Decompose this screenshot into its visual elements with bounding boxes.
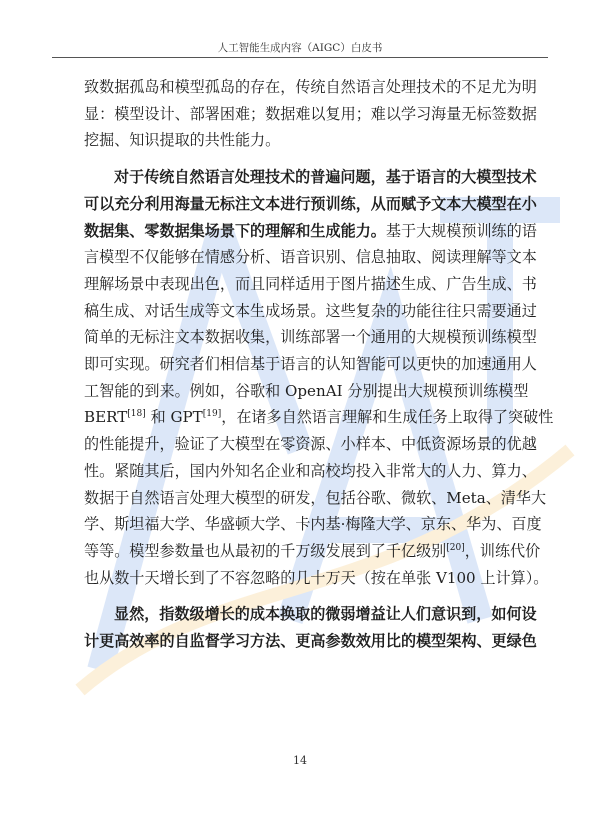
header-divider xyxy=(52,57,548,58)
text-line: 显：模型设计、部署困难；数据难以复用；难以学习海量无标签数据 xyxy=(84,104,537,123)
paragraph-1 xyxy=(84,74,537,154)
text-segment: ，训练代价 xyxy=(464,541,541,560)
text-segment: BERT xyxy=(84,408,128,427)
text-line: 即可实现。研究者们相信基于语言的认知智能可以更快的加速通用人 xyxy=(84,355,537,374)
citation-ref: [18] xyxy=(127,409,146,420)
text-line: 性。紧随其后，国内外知名企业和高校均投入非常大的人力、算力、 xyxy=(84,461,537,480)
bold-text-line: 对于传统自然语言处理技术的普遍问题，基于语言的大模型技术 xyxy=(114,168,537,187)
page-number: 14 xyxy=(293,754,307,767)
bold-text-segment: 数据集、零数据集场景下的理解和生成能力。 xyxy=(84,221,386,240)
text-line xyxy=(84,538,541,565)
text-line: 也从数十天增长到了不容忽略的几十万天（按在单张 V100 上计算）。 xyxy=(84,568,549,587)
text-line: 简单的无标注文本数据收集，训练部署一个通用的大规模预训练模型 xyxy=(84,328,537,347)
text-line: 言模型不仅能够在情感分析、语音识别、信息抽取、阅读理解等文本 xyxy=(84,248,537,267)
text-segment: 和 GPT xyxy=(145,408,203,427)
bold-text-line: 可以充分利用海量无标注文本进行预训练，从而赋予文本大模型在小 xyxy=(84,194,537,213)
bold-text-line: 显然，指数级增长的成本换取的微弱增益让人们意识到，如何设 xyxy=(114,605,537,624)
document-body xyxy=(84,74,554,655)
text-segment: ，在诸多自然语言理解和生成任务上取得了突破性 xyxy=(221,408,554,427)
text-line: 理解场景中表现出色，而且同样适用于图片描述生成、广告生成、书 xyxy=(84,274,537,293)
text-line xyxy=(84,218,537,245)
text-line: 挖掘、知识提取的共性能力。 xyxy=(84,131,281,150)
text-line xyxy=(84,404,554,431)
text-line: 工智能的到来。例如，谷歌和 OpenAI 分别提出大规模预训练模型 xyxy=(84,381,529,400)
text-line: 数据于自然语言处理大模型的研发，包括谷歌、微软、Meta、清华大 xyxy=(84,488,547,507)
citation-ref: [20] xyxy=(446,542,465,553)
text-segment: 等等。模型参数量也从最初的千万级发展到了千亿级别 xyxy=(84,541,447,560)
text-segment: 基于大规模预训练的语 xyxy=(385,221,537,240)
citation-ref: [19] xyxy=(202,409,222,420)
text-line: 的性能提升，验证了大模型在零资源、小样本、中低资源场景的优越 xyxy=(84,435,537,454)
text-line: 致数据孤岛和模型孤岛的存在，传统自然语言处理技术的不足尤为明 xyxy=(84,78,537,96)
paragraph-2 xyxy=(84,164,554,591)
paragraph-3 xyxy=(84,601,537,654)
text-line: 学、斯坦福大学、华盛顿大学、卡内基·梅隆大学、京东、华为、百度 xyxy=(84,515,542,534)
text-line: 稿生成、对话生成等文本生成场景。这些复杂的功能往往只需要通过 xyxy=(84,301,537,320)
bold-text-line: 计更高效率的自监督学习方法、更高参数效用比的模型架构、更绿色 xyxy=(84,632,537,651)
page-header-title: 人工智能生成内容（AIGC）白皮书 xyxy=(217,42,383,54)
